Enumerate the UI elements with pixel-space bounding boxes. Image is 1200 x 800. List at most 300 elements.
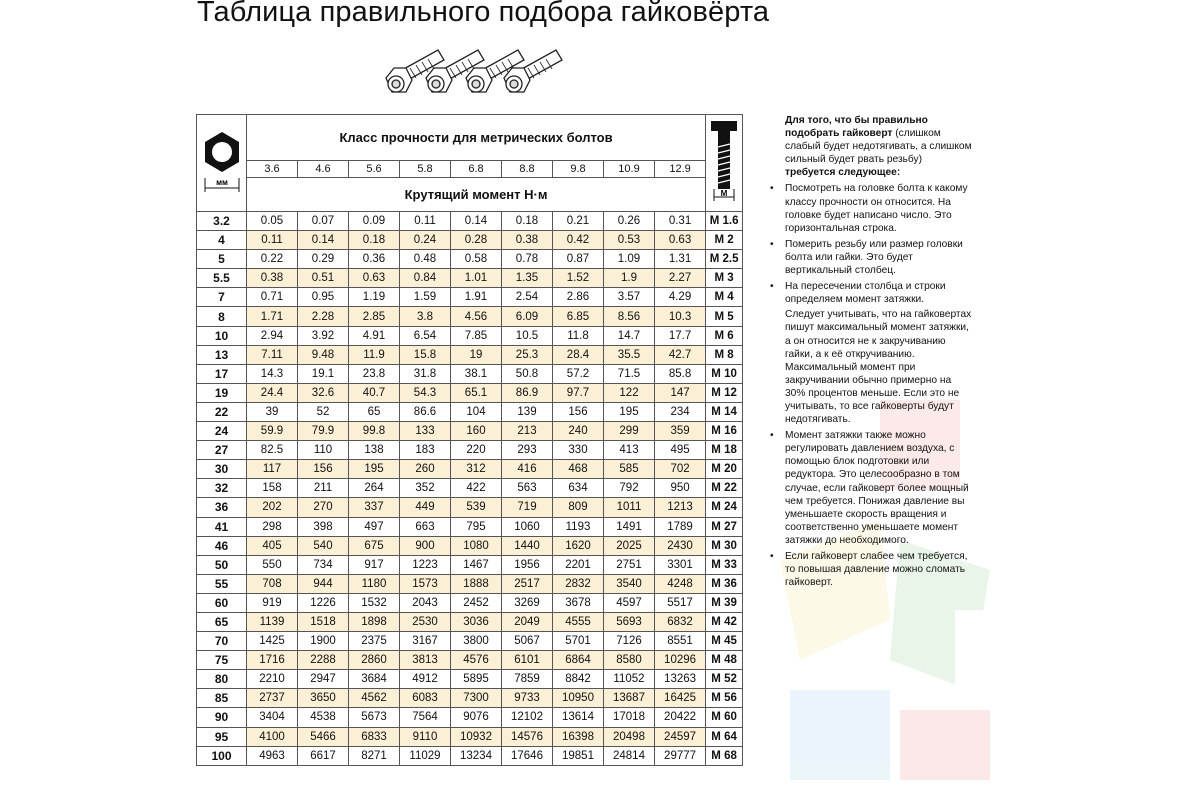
torque-cell: 3404 xyxy=(247,708,298,727)
table-row xyxy=(197,307,743,326)
torque-cell: 539 xyxy=(451,498,502,517)
table-row xyxy=(197,593,743,612)
torque-cell: 4597 xyxy=(604,593,655,612)
torque-cell: 2025 xyxy=(604,536,655,555)
thread-size-cell: М 2 xyxy=(706,231,743,250)
torque-cell: 5517 xyxy=(655,593,706,612)
torque-cell: 15.8 xyxy=(400,345,451,364)
torque-cell: 138 xyxy=(349,441,400,460)
grade-header: 12.9 xyxy=(655,161,706,178)
nut-size-cell: 24 xyxy=(197,422,247,441)
torque-cell: 202 xyxy=(247,498,298,517)
table-row xyxy=(197,689,743,708)
torque-cell: 2452 xyxy=(451,593,502,612)
torque-cell: 2947 xyxy=(298,670,349,689)
torque-cell: 97.7 xyxy=(553,383,604,402)
torque-cell: 1.91 xyxy=(451,288,502,307)
bolts-illustration xyxy=(380,46,580,108)
torque-cell: 42.7 xyxy=(655,345,706,364)
torque-cell: 10.5 xyxy=(502,326,553,345)
thread-size-cell: М 5 xyxy=(706,307,743,326)
torque-cell: 1060 xyxy=(502,517,553,536)
torque-cell: 211 xyxy=(298,479,349,498)
torque-cell: 0.31 xyxy=(655,212,706,231)
torque-cell: 25.3 xyxy=(502,345,553,364)
torque-cell: 449 xyxy=(400,498,451,517)
torque-cell: 65 xyxy=(349,402,400,421)
torque-cell: 3036 xyxy=(451,612,502,631)
torque-cell: 85.8 xyxy=(655,364,706,383)
torque-cell: 39 xyxy=(247,402,298,421)
torque-cell: 3269 xyxy=(502,593,553,612)
torque-cell: 0.18 xyxy=(349,231,400,250)
torque-cell: 3167 xyxy=(400,632,451,651)
torque-cell: 0.63 xyxy=(349,269,400,288)
thread-size-cell: М 36 xyxy=(706,574,743,593)
thread-size-cell: М 16 xyxy=(706,422,743,441)
torque-cell: 0.11 xyxy=(247,231,298,250)
torque-cell: 6083 xyxy=(400,689,451,708)
torque-cell: 0.05 xyxy=(247,212,298,231)
torque-cell: 240 xyxy=(553,422,604,441)
torque-cell: 11.8 xyxy=(553,326,604,345)
torque-cell: 312 xyxy=(451,460,502,479)
table-row xyxy=(197,612,743,631)
table-row xyxy=(197,670,743,689)
table-row xyxy=(197,250,743,269)
torque-cell: 13234 xyxy=(451,746,502,765)
torque-cell: 0.29 xyxy=(298,250,349,269)
torque-cell: 0.95 xyxy=(298,288,349,307)
intro-normal: (слишком слабый будет недотягивать, а слишком сильный будет рвать резьбу) xyxy=(785,128,972,166)
torque-cell: 2.85 xyxy=(349,307,400,326)
torque-cell: 3684 xyxy=(349,670,400,689)
instruction-item: • Если гайковерт слабее чем требуется, то повышая давление можно сломать гайковерт. xyxy=(760,550,972,589)
torque-cell: 2860 xyxy=(349,651,400,670)
torque-cell: 3650 xyxy=(298,689,349,708)
torque-cell: 0.07 xyxy=(298,212,349,231)
torque-cell: 330 xyxy=(553,441,604,460)
torque-cell: 23.8 xyxy=(349,364,400,383)
torque-cell: 4912 xyxy=(400,670,451,689)
torque-cell: 20498 xyxy=(604,727,655,746)
torque-cell: 82.5 xyxy=(247,441,298,460)
torque-cell: 1573 xyxy=(400,574,451,593)
torque-cell: 2.54 xyxy=(502,288,553,307)
nut-size-cell: 7 xyxy=(197,288,247,307)
nut-size-cell: 19 xyxy=(197,383,247,402)
torque-cell: 1789 xyxy=(655,517,706,536)
torque-cell: 79.9 xyxy=(298,422,349,441)
torque-cell: 8580 xyxy=(604,651,655,670)
intro-text xyxy=(760,114,972,179)
torque-cell: 24597 xyxy=(655,727,706,746)
torque-cell: 5673 xyxy=(349,708,400,727)
torque-cell: 0.26 xyxy=(604,212,655,231)
torque-cell: 0.14 xyxy=(298,231,349,250)
nut-size-cell: 22 xyxy=(197,402,247,421)
torque-cell: 104 xyxy=(451,402,502,421)
table-row xyxy=(197,574,743,593)
torque-cell: 3800 xyxy=(451,632,502,651)
torque-cell: 0.38 xyxy=(502,231,553,250)
torque-cell: 183 xyxy=(400,441,451,460)
torque-cell: 6.85 xyxy=(553,307,604,326)
torque-cell: 719 xyxy=(502,498,553,517)
grade-header: 3.6 xyxy=(247,161,298,178)
table-row xyxy=(197,441,743,460)
torque-cell: 35.5 xyxy=(604,345,655,364)
thread-size-cell: М 52 xyxy=(706,670,743,689)
torque-cell: 1080 xyxy=(451,536,502,555)
torque-cell: 1440 xyxy=(502,536,553,555)
torque-cell: 14.7 xyxy=(604,326,655,345)
class-label: Класс прочности для метрических болтов xyxy=(339,130,613,145)
torque-cell: 8271 xyxy=(349,746,400,765)
torque-cell: 1011 xyxy=(604,498,655,517)
torque-cell: 7859 xyxy=(502,670,553,689)
intro-bold-1: Для того, что бы правильно подобрать гайковерт xyxy=(785,115,928,140)
torque-cell: 38.1 xyxy=(451,364,502,383)
torque-cell: 0.21 xyxy=(553,212,604,231)
page-title: Таблица правильного подбора гайковёрта xyxy=(197,0,770,28)
torque-cell: 0.58 xyxy=(451,250,502,269)
torque-cell: 11029 xyxy=(400,746,451,765)
torque-cell: 1888 xyxy=(451,574,502,593)
torque-cell: 2530 xyxy=(400,612,451,631)
thread-size-cell: М 12 xyxy=(706,383,743,402)
torque-cell: 160 xyxy=(451,422,502,441)
torque-cell: 1193 xyxy=(553,517,604,536)
torque-cell: 4248 xyxy=(655,574,706,593)
instruction-item: • Посмотреть на головке болта к какому классу прочности он относится. На головке будет написано число. Это горизонтальная строка. xyxy=(760,182,972,234)
thread-size-cell: М 45 xyxy=(706,632,743,651)
torque-cell: 8.56 xyxy=(604,307,655,326)
torque-cell: 2.86 xyxy=(553,288,604,307)
thread-size-cell: М 30 xyxy=(706,536,743,555)
torque-cell: 2737 xyxy=(247,689,298,708)
table-row xyxy=(197,364,743,383)
torque-cell: 156 xyxy=(553,402,604,421)
torque-cell: 52 xyxy=(298,402,349,421)
torque-cell: 13687 xyxy=(604,689,655,708)
nut-size-cell: 50 xyxy=(197,555,247,574)
torque-cell: 0.36 xyxy=(349,250,400,269)
nut-size-cell: 55 xyxy=(197,574,247,593)
torque-cell: 405 xyxy=(247,536,298,555)
torque-cell: 9110 xyxy=(400,727,451,746)
torque-cell: 32.6 xyxy=(298,383,349,402)
torque-cell: 1.19 xyxy=(349,288,400,307)
thread-size-cell: М 2.5 xyxy=(706,250,743,269)
nut-size-cell: 27 xyxy=(197,441,247,460)
torque-cell: 7300 xyxy=(451,689,502,708)
torque-cell: 0.48 xyxy=(400,250,451,269)
torque-cell: 4538 xyxy=(298,708,349,727)
nut-size-cell: 17 xyxy=(197,364,247,383)
torque-cell: 2.94 xyxy=(247,326,298,345)
hex-nut-icon xyxy=(199,122,245,202)
torque-cell: 2.28 xyxy=(298,307,349,326)
torque-cell: 7126 xyxy=(604,632,655,651)
bolt-unit: М xyxy=(720,188,728,198)
table-row xyxy=(197,632,743,651)
torque-cell: 1518 xyxy=(298,612,349,631)
blank-box xyxy=(955,610,1070,690)
nut-size-cell: 90 xyxy=(197,708,247,727)
table-row xyxy=(197,536,743,555)
torque-cell: 734 xyxy=(298,555,349,574)
thread-size-cell: М 33 xyxy=(706,555,743,574)
torque-cell: 1213 xyxy=(655,498,706,517)
torque-cell: 416 xyxy=(502,460,553,479)
nut-size-cell: 8 xyxy=(197,307,247,326)
torque-cell: 110 xyxy=(298,441,349,460)
torque-cell: 4555 xyxy=(553,612,604,631)
torque-cell: 919 xyxy=(247,593,298,612)
torque-cell: 213 xyxy=(502,422,553,441)
torque-cell: 298 xyxy=(247,517,298,536)
torque-cell: 468 xyxy=(553,460,604,479)
torque-cell: 1900 xyxy=(298,632,349,651)
nut-size-cell: 13 xyxy=(197,345,247,364)
torque-cell: 1491 xyxy=(604,517,655,536)
torque-cell: 19851 xyxy=(553,746,604,765)
torque-cell: 19 xyxy=(451,345,502,364)
torque-cell: 4576 xyxy=(451,651,502,670)
nut-size-cell: 95 xyxy=(197,727,247,746)
thread-size-cell: М 6 xyxy=(706,326,743,345)
thread-size-cell: М 60 xyxy=(706,708,743,727)
torque-cell: 337 xyxy=(349,498,400,517)
grade-header: 4.6 xyxy=(298,161,349,178)
torque-cell: 6832 xyxy=(655,612,706,631)
torque-cell: 7564 xyxy=(400,708,451,727)
torque-cell: 0.71 xyxy=(247,288,298,307)
torque-cell: 5466 xyxy=(298,727,349,746)
torque-cell: 147 xyxy=(655,383,706,402)
torque-cell: 10932 xyxy=(451,727,502,746)
torque-cell: 917 xyxy=(349,555,400,574)
torque-cell: 0.51 xyxy=(298,269,349,288)
torque-cell: 1467 xyxy=(451,555,502,574)
torque-cell: 1.52 xyxy=(553,269,604,288)
torque-cell: 3.92 xyxy=(298,326,349,345)
torque-cell: 1.09 xyxy=(604,250,655,269)
torque-cell: 3.57 xyxy=(604,288,655,307)
torque-cell: 12102 xyxy=(502,708,553,727)
torque-cell: 158 xyxy=(247,479,298,498)
torque-cell: 3.8 xyxy=(400,307,451,326)
torque-cell: 1226 xyxy=(298,593,349,612)
torque-cell: 2201 xyxy=(553,555,604,574)
torque-cell: 270 xyxy=(298,498,349,517)
torque-cell: 2210 xyxy=(247,670,298,689)
torque-cell: 1.35 xyxy=(502,269,553,288)
torque-cell: 0.24 xyxy=(400,231,451,250)
torque-cell: 495 xyxy=(655,441,706,460)
torque-cell: 14.3 xyxy=(247,364,298,383)
torque-cell: 65.1 xyxy=(451,383,502,402)
table-row xyxy=(197,269,743,288)
torque-cell: 24.4 xyxy=(247,383,298,402)
instructions-panel xyxy=(760,114,972,589)
intro-bold-2: требуется следующее: xyxy=(785,167,901,179)
torque-cell: 220 xyxy=(451,441,502,460)
torque-cell: 708 xyxy=(247,574,298,593)
torque-cell: 0.42 xyxy=(553,231,604,250)
torque-cell: 299 xyxy=(604,422,655,441)
nut-size-cell: 75 xyxy=(197,651,247,670)
instruction-item: • Момент затяжки также можно регулировать давлением воздуха, с помощью блок подготовки или редуктора. Это целесообразно в том случае, если гайковерт более мощный чем требуется. Понижая давление вы уменьшаете скорость вращения и соответственно уменьшаете момент затяжки до необходимого. xyxy=(760,429,972,547)
torque-cell: 17.7 xyxy=(655,326,706,345)
torque-cell: 540 xyxy=(298,536,349,555)
torque-cell: 900 xyxy=(400,536,451,555)
torque-cell: 359 xyxy=(655,422,706,441)
torque-cell: 795 xyxy=(451,517,502,536)
torque-cell: 133 xyxy=(400,422,451,441)
torque-cell: 11.9 xyxy=(349,345,400,364)
thread-size-cell: М 42 xyxy=(706,612,743,631)
table-row xyxy=(197,460,743,479)
torque-cell: 1532 xyxy=(349,593,400,612)
grade-header: 6.8 xyxy=(451,161,502,178)
torque-cell: 634 xyxy=(553,479,604,498)
torque-cell: 31.8 xyxy=(400,364,451,383)
nut-size-cell: 32 xyxy=(197,479,247,498)
torque-cell: 4100 xyxy=(247,727,298,746)
nut-size-cell: 85 xyxy=(197,689,247,708)
torque-cell: 0.09 xyxy=(349,212,400,231)
nut-size-cell: 46 xyxy=(197,536,247,555)
nut-size-cell: 5 xyxy=(197,250,247,269)
torque-cell: 122 xyxy=(604,383,655,402)
torque-cell: 1620 xyxy=(553,536,604,555)
grade-header: 5.6 xyxy=(349,161,400,178)
bolt-icon xyxy=(706,117,742,207)
torque-cell: 2517 xyxy=(502,574,553,593)
torque-cell: 663 xyxy=(400,517,451,536)
torque-cell: 2043 xyxy=(400,593,451,612)
torque-cell: 413 xyxy=(604,441,655,460)
torque-cell: 3678 xyxy=(553,593,604,612)
nut-size-cell: 5.5 xyxy=(197,269,247,288)
table-row xyxy=(197,231,743,250)
torque-cell: 8551 xyxy=(655,632,706,651)
table-row xyxy=(197,212,743,231)
torque-cell: 28.4 xyxy=(553,345,604,364)
grade-header: 10.9 xyxy=(604,161,655,178)
thread-size-cell: М 68 xyxy=(706,746,743,765)
torque-cell: 13263 xyxy=(655,670,706,689)
grade-header: 5.8 xyxy=(400,161,451,178)
torque-cell: 11052 xyxy=(604,670,655,689)
torque-cell: 10950 xyxy=(553,689,604,708)
torque-cell: 8842 xyxy=(553,670,604,689)
torque-cell: 17018 xyxy=(604,708,655,727)
torque-cell: 5701 xyxy=(553,632,604,651)
torque-cell: 2049 xyxy=(502,612,553,631)
torque-cell: 497 xyxy=(349,517,400,536)
torque-cell: 1898 xyxy=(349,612,400,631)
table-row xyxy=(197,345,743,364)
torque-cell: 7.85 xyxy=(451,326,502,345)
torque-cell: 57.2 xyxy=(553,364,604,383)
torque-cell: 54.3 xyxy=(400,383,451,402)
torque-cell: 1425 xyxy=(247,632,298,651)
torque-cell: 1223 xyxy=(400,555,451,574)
thread-size-cell: М 22 xyxy=(706,479,743,498)
grade-header: 9.8 xyxy=(553,161,604,178)
torque-cell: 50.8 xyxy=(502,364,553,383)
torque-cell: 944 xyxy=(298,574,349,593)
torque-cell: 195 xyxy=(349,460,400,479)
torque-cell: 10.3 xyxy=(655,307,706,326)
torque-cell: 6864 xyxy=(553,651,604,670)
torque-cell: 0.63 xyxy=(655,231,706,250)
torque-cell: 5067 xyxy=(502,632,553,651)
thread-size-cell: М 10 xyxy=(706,364,743,383)
note-text: Следует учитывать, что на гайковертах пишут максимальный момент затяжки, а он относится не к закручиванию гайки, а к её откручиванию. Максимальный момент при закручивании обычно примерно на 30% процентов меньше. Если это не учитывать, то все гайковерты будут недотягивать. xyxy=(785,309,972,426)
nut-size-cell: 70 xyxy=(197,632,247,651)
thread-size-cell: М 48 xyxy=(706,651,743,670)
torque-cell: 117 xyxy=(247,460,298,479)
torque-cell: 9733 xyxy=(502,689,553,708)
torque-table xyxy=(196,114,743,766)
torque-cell: 13614 xyxy=(553,708,604,727)
nut-unit: мм xyxy=(215,177,228,187)
torque-cell: 585 xyxy=(604,460,655,479)
torque-cell: 10296 xyxy=(655,651,706,670)
torque-cell: 4963 xyxy=(247,746,298,765)
torque-cell: 1139 xyxy=(247,612,298,631)
torque-cell: 59.9 xyxy=(247,422,298,441)
torque-cell: 6617 xyxy=(298,746,349,765)
torque-cell: 0.84 xyxy=(400,269,451,288)
torque-cell: 6.54 xyxy=(400,326,451,345)
torque-cell: 264 xyxy=(349,479,400,498)
torque-cell: 3813 xyxy=(400,651,451,670)
torque-cell: 19.1 xyxy=(298,364,349,383)
thread-size-cell: М 14 xyxy=(706,402,743,421)
nut-size-cell: 3.2 xyxy=(197,212,247,231)
torque-cell: 0.14 xyxy=(451,212,502,231)
torque-cell: 234 xyxy=(655,402,706,421)
torque-cell: 6833 xyxy=(349,727,400,746)
torque-cell: 139 xyxy=(502,402,553,421)
table-row xyxy=(197,326,743,345)
table-row xyxy=(197,288,743,307)
torque-cell: 1180 xyxy=(349,574,400,593)
torque-cell: 950 xyxy=(655,479,706,498)
torque-cell: 0.53 xyxy=(604,231,655,250)
torque-cell: 2832 xyxy=(553,574,604,593)
torque-cell: 0.78 xyxy=(502,250,553,269)
torque-cell: 1956 xyxy=(502,555,553,574)
torque-cell: 675 xyxy=(349,536,400,555)
nut-size-cell: 80 xyxy=(197,670,247,689)
nut-icon-cell xyxy=(197,115,247,212)
torque-cell: 2375 xyxy=(349,632,400,651)
nut-size-cell: 65 xyxy=(197,612,247,631)
thread-size-cell: М 27 xyxy=(706,517,743,536)
torque-cell: 1.31 xyxy=(655,250,706,269)
instruction-item: • На пересечении столбца и строки определяем момент затяжки. xyxy=(760,280,972,306)
nut-size-cell: 100 xyxy=(197,746,247,765)
table-row xyxy=(197,651,743,670)
torque-cell: 702 xyxy=(655,460,706,479)
torque-cell: 5895 xyxy=(451,670,502,689)
